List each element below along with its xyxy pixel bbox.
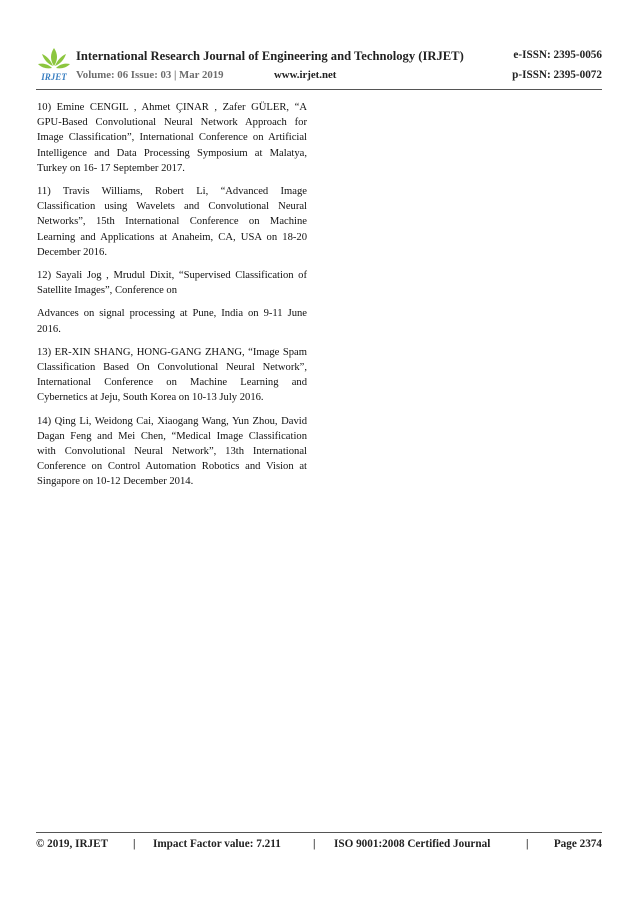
irjet-logo	[36, 44, 72, 84]
reference-item: Advances on signal processing at Pune, India on 9-11 June 2016.	[37, 308, 307, 335]
page-header	[36, 44, 602, 88]
journal-title: International Research Journal of Engineering and Technology (IRJET)	[76, 49, 464, 63]
p-issn: p-ISSN: 2395-0072	[512, 69, 602, 81]
footer-divider	[36, 832, 602, 833]
page-number: Page 2374	[553, 838, 602, 850]
website-link[interactable]: www.irjet.net	[274, 69, 337, 81]
page-footer	[36, 838, 602, 854]
copyright: © 2019, IRJET	[36, 838, 109, 850]
footer-separator: |	[133, 838, 136, 850]
reference-list	[37, 100, 307, 498]
reference-item: 12) Sayali Jog , Mrudul Dixit, “Supervised Classification of Satellite Images”, Conference on	[37, 270, 307, 297]
iso-certification: ISO 9001:2008 Certified Journal	[334, 838, 491, 850]
reference-item: 14) Qing Li, Weidong Cai, Xiaogang Wang, Yun Zhou, David Dagan Feng and Mei Chen, “Medical Image Classification with Convolutional Neural Network”, 13th International Conference on Control Automation Robotics and Vision at Singapore on 10-12 December 2014.	[37, 415, 307, 488]
header-divider	[36, 89, 602, 90]
logo-text: IRJET	[41, 72, 67, 82]
impact-factor: Impact Factor value: 7.211	[153, 838, 281, 850]
reference-item: 11) Travis Williams, Robert Li, “Advanced Image Classification using Wavelets and Convolutional Neural Networks”, 15th International Conference on Machine Learning and Applications at Anaheim, CA, USA on 18-20 December 2016.	[37, 186, 307, 258]
footer-separator: |	[313, 838, 316, 850]
reference-item: 13) ER-XIN SHANG, HONG-GANG ZHANG, “Image Spam Classification Based On Convolutional Neural Network”, International Conference on Machine Learning and Cybernetics at Jeju, South Korea on 10-13 July 2016.	[37, 346, 307, 404]
volume-issue: Volume: 06 Issue: 03 | Mar 2019	[76, 69, 224, 81]
reference-item: 10) Emine CENGIL , Ahmet ÇINAR , Zafer GÜLER, “A GPU-Based Convolutional Neural Network Approach for Image Classification”, International Conference on Artificial Intelligence and Data Processing Symposium at Malatya, Turkey on 16- 17 September 2017.	[37, 102, 307, 174]
footer-separator: |	[526, 838, 529, 850]
e-issn: e-ISSN: 2395-0056	[513, 49, 602, 61]
